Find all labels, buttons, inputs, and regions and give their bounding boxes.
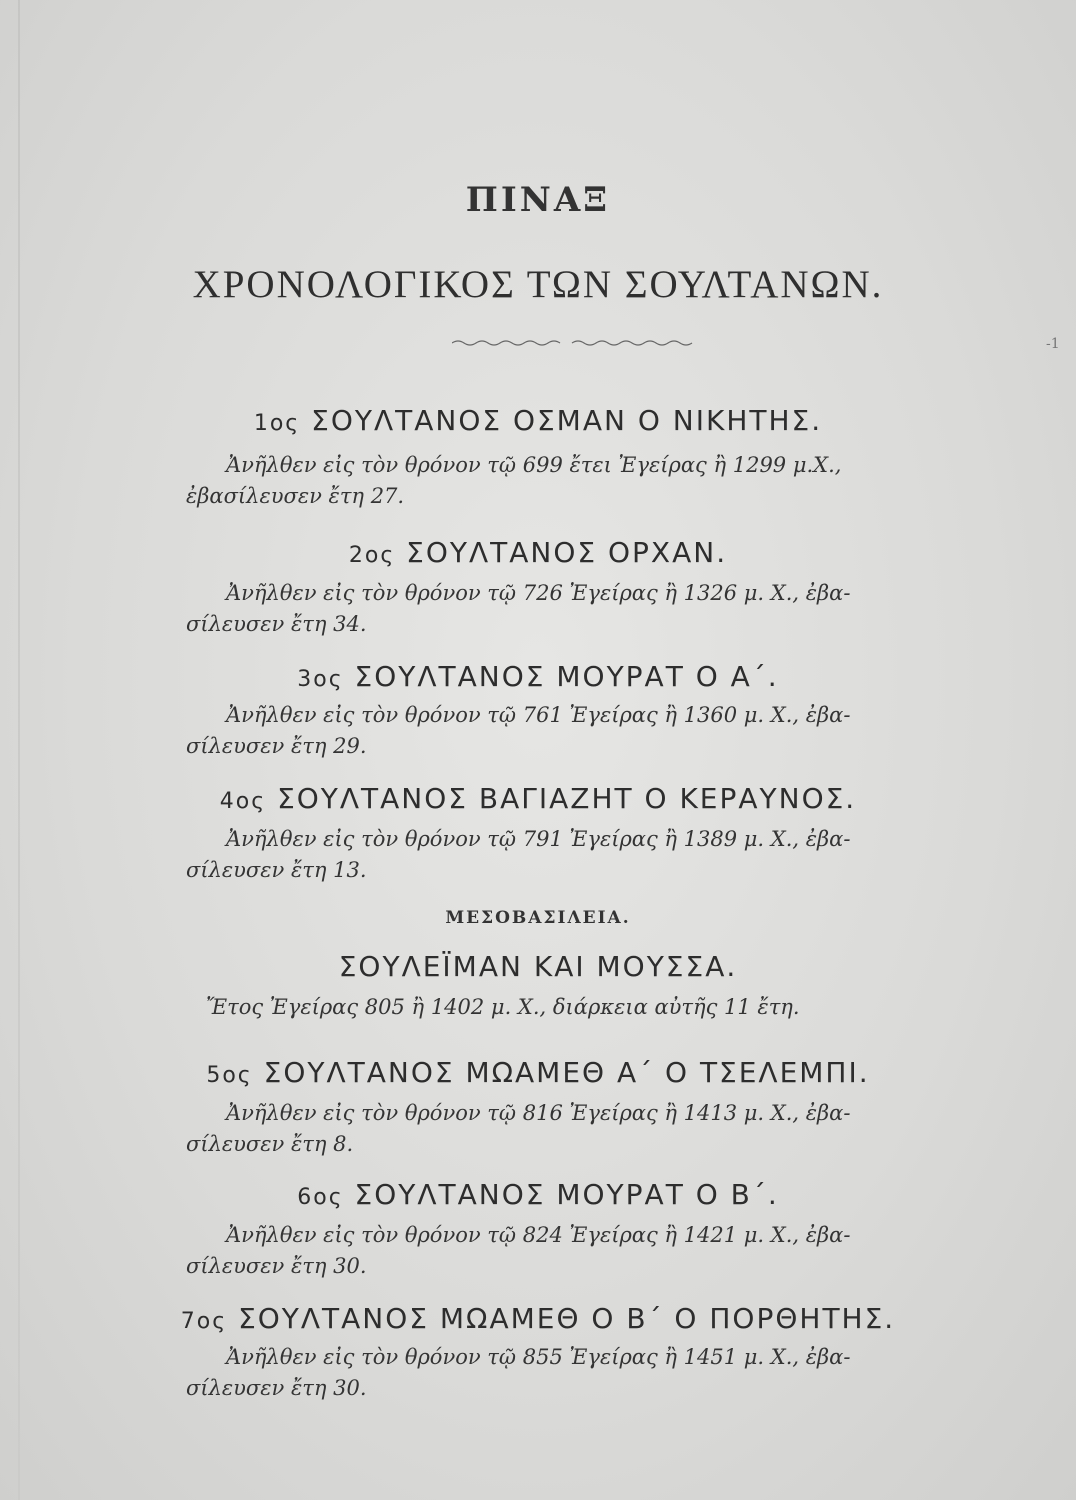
ordinal: 1ος (253, 411, 301, 436)
ordinal: 7ος (180, 1309, 228, 1334)
sultan-name: ΣΟΥΛΤΑΝΟΣ ΜΩΑΜΕΘ Ο Β΄ Ο ΠΟΡΘΗΤΗΣ. (238, 1302, 896, 1335)
sultan-heading-1 (0, 404, 1076, 437)
ordinal: 5ος (206, 1063, 253, 1088)
sultan-name: ΣΟΥΛΤΑΝΟΣ ΒΑΓΙΑΖΗΤ Ο ΚΕΡΑΥΝΟΣ. (277, 782, 857, 815)
sultan-name: ΣΟΥΛΤΑΝΟΣ ΟΡΧΑΝ. (406, 536, 728, 569)
page-subtitle: ΧΡΟΝΟΛΟΓΙΚΟΣ ΤΩΝ ΣΟΥΛΤΑΝΩΝ. (192, 263, 884, 306)
details-line: Ἀνῆλθεν εἰς τὸν θρόνον τῷ 699 ἔτει Ἐγείρας ἢ 1299 μ.Χ., (226, 453, 842, 477)
details-line: σίλευσεν ἔτη 29. (186, 734, 367, 758)
sultan-details-2 (186, 578, 986, 640)
details-line: ἐβασίλευσεν ἔτη 27. (186, 484, 405, 508)
sultan-details-3 (186, 700, 986, 762)
page-gutter-edge (18, 0, 20, 1500)
details-line: σίλευσεν ἔτη 8. (186, 1132, 354, 1156)
sultan-name: ΣΟΥΛΤΑΝΟΣ ΜΩΑΜΕΘ Α΄ Ο ΤΣΕΛΕΜΠΙ. (263, 1056, 870, 1089)
sultan-heading-7 (0, 1302, 1076, 1335)
sultan-heading-6 (0, 1178, 1076, 1211)
sultan-details-6 (186, 1220, 986, 1282)
ordinal: 3ος (297, 667, 344, 692)
details-line: Ἔτος Ἐγείρας 805 ἢ 1402 μ. Χ., διάρκεια αὐτῆς 11 ἔτη. (206, 995, 800, 1019)
details-line: Ἀνῆλθεν εἰς τὸν θρόνον τῷ 855 Ἐγείρας ἢ 1451 μ. Χ., ἐβα- (226, 1345, 851, 1369)
details-line: Ἀνῆλθεν εἰς τὸν θρόνον τῷ 791 Ἐγείρας ἢ 1389 μ. Χ., ἐβα- (226, 827, 851, 851)
sultan-heading-3 (0, 660, 1076, 693)
details-line: Ἀνῆλθεν εἰς τὸν θρόνον τῷ 816 Ἐγείρας ἢ 1413 μ. Χ., ἐβα- (226, 1101, 851, 1125)
details-line: σίλευσεν ἔτη 30. (186, 1254, 367, 1278)
details-line: σίλευσεν ἔτη 13. (186, 858, 367, 882)
details-line: σίλευσεν ἔτη 30. (186, 1376, 367, 1400)
details-line: Ἀνῆλθεν εἰς τὸν θρόνον τῷ 726 Ἐγείρας ἢ 1326 μ. Χ., ἐβα- (226, 581, 851, 605)
decorative-divider (452, 338, 697, 348)
sultan-heading-2 (0, 536, 1076, 569)
sultan-details-1 (186, 450, 986, 512)
interregnum-details (206, 992, 1006, 1023)
sultan-details-5 (186, 1098, 986, 1160)
details-line: Ἀνῆλθεν εἰς τὸν θρόνον τῷ 761 Ἐγείρας ἢ 1360 μ. Χ., ἐβα- (226, 703, 851, 727)
sultan-heading-4 (0, 782, 1076, 815)
sultan-name: ΣΟΥΛΤΑΝΟΣ ΜΟΥΡΑΤ Ο Α΄. (354, 660, 779, 693)
ordinal: 4ος (219, 789, 267, 814)
sultan-heading-5 (0, 1056, 1076, 1089)
sultan-details-7 (186, 1342, 986, 1404)
ordinal: 2ος (348, 543, 396, 568)
margin-pencil-mark: -1 (1046, 336, 1060, 352)
details-line: σίλευσεν ἔτη 34. (186, 612, 367, 636)
page-title: ΠΙΝΑΞ (465, 180, 611, 220)
sultan-name: ΣΟΥΛΤΑΝΟΣ ΜΟΥΡΑΤ Ο Β΄. (354, 1178, 779, 1211)
interregnum-heading: ΣΟΥΛΕΪΜΑΝ ΚΑΙ ΜΟΥΣΣΑ. (338, 950, 738, 983)
details-line: Ἀνῆλθεν εἰς τὸν θρόνον τῷ 824 Ἐγείρας ἢ 1421 μ. Χ., ἐβα- (226, 1223, 851, 1247)
section-label: ΜΕΣΟΒΑΣΙΛΕΙΑ. (445, 908, 631, 928)
ordinal: 6ος (297, 1185, 344, 1210)
sultan-name: ΣΟΥΛΤΑΝΟΣ ΟΣΜΑΝ Ο ΝΙΚΗΤΗΣ. (311, 404, 823, 437)
sultan-details-4 (186, 824, 986, 886)
